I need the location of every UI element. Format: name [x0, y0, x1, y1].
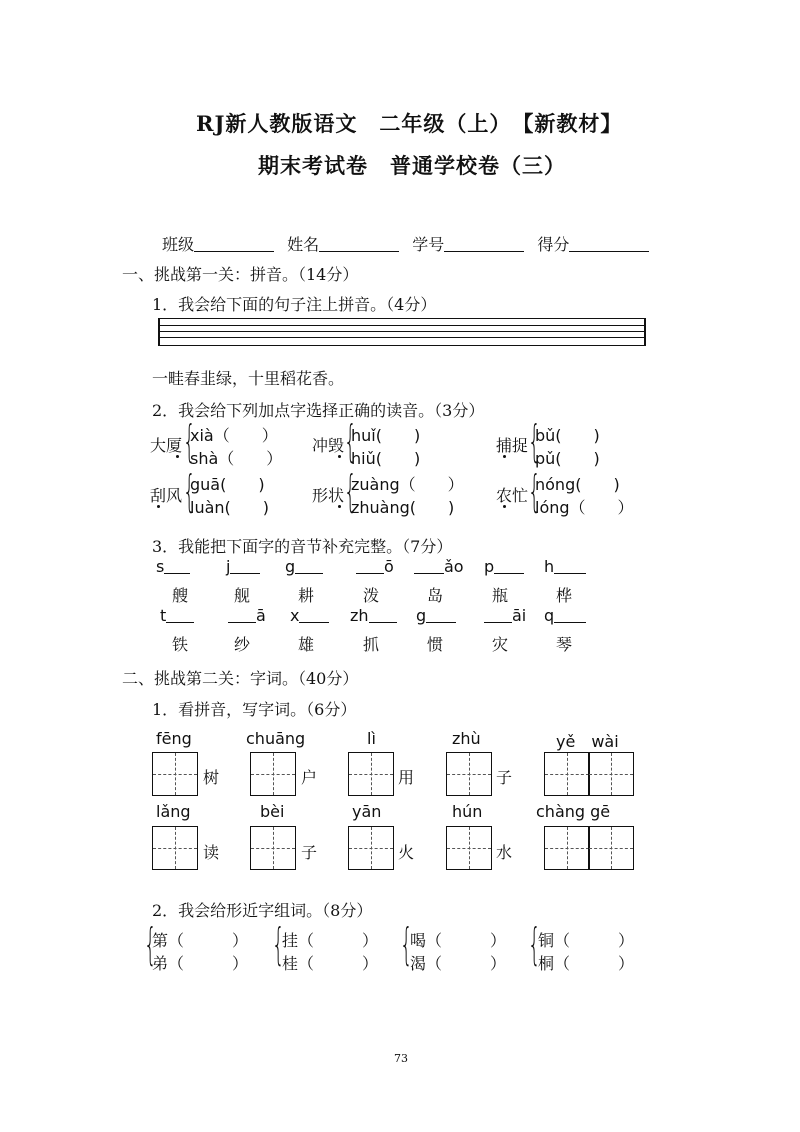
q2-option[interactable]: shà（ ）	[190, 449, 283, 468]
q2-option[interactable]: nóng( )	[535, 475, 620, 494]
brace-icon: {	[400, 919, 413, 970]
word-pinyin: zhù	[452, 729, 481, 748]
similar-char-item[interactable]: 第（ ）	[152, 931, 249, 950]
q3-char: 纱	[234, 635, 251, 654]
page-subtitle: 期末考试卷 普通学校卷（三）	[258, 153, 566, 178]
word-suffix: 火	[398, 843, 415, 862]
writing-box[interactable]	[152, 826, 198, 870]
word-pinyin: yān	[352, 802, 382, 821]
q3-char: 灾	[492, 635, 509, 654]
word-pinyin: lǎng	[156, 802, 191, 821]
number-blank[interactable]	[444, 235, 524, 252]
brace-icon: {	[272, 919, 285, 970]
syllable-blank[interactable]: ǎo	[414, 557, 464, 576]
word-pinyin: fēng	[156, 729, 192, 748]
brace-icon: {	[183, 416, 196, 467]
similar-char-item[interactable]: 桂（ ）	[282, 954, 379, 973]
writing-box[interactable]	[588, 752, 634, 796]
emphasis-dot	[338, 455, 341, 458]
writing-box[interactable]	[348, 752, 394, 796]
q2-option[interactable]: zhuàng( )	[351, 498, 455, 517]
page-title: RJ新人教版语文 二年级（上） 【新教材】	[196, 111, 623, 136]
q2-option[interactable]: lóng（ ）	[535, 498, 634, 517]
q3-char: 桦	[556, 586, 573, 605]
writing-box[interactable]	[152, 752, 198, 796]
q2-word-xingzhuang: 形状	[312, 486, 345, 505]
word-pinyin: chuāng	[246, 729, 306, 748]
similar-char-item[interactable]: 弟（ ）	[152, 954, 249, 973]
section1-heading: 一、挑战第一关：拼音。（14分）	[122, 265, 359, 284]
brace-icon: {	[344, 416, 357, 467]
s2-q2-prompt: 2．我会给形近字组词。（8分）	[152, 901, 373, 920]
number-label: 学号	[412, 235, 445, 254]
s1-q1-sentence: 一畦春韭绿，十里稻花香。	[152, 369, 345, 388]
s1-q3-prompt: 3．我能把下面字的音节补充完整。（7分）	[152, 537, 453, 556]
q2-word-guafeng: 刮风	[150, 486, 183, 505]
writing-box[interactable]	[446, 752, 492, 796]
q2-option[interactable]: luàn( )	[190, 498, 270, 517]
syllable-blank[interactable]: ā	[228, 606, 266, 625]
syllable-blank[interactable]: s	[156, 557, 190, 576]
word-pinyin: lì	[367, 729, 376, 748]
similar-char-item[interactable]: 铜（ ）	[538, 931, 635, 950]
q3-char: 铁	[172, 635, 189, 654]
q3-char: 瓶	[492, 586, 509, 605]
writing-box[interactable]	[250, 826, 296, 870]
similar-char-item[interactable]: 渴（ ）	[410, 954, 507, 973]
q2-option[interactable]: zuàng（ ）	[351, 475, 464, 494]
brace-icon: {	[528, 466, 541, 517]
q3-char: 抓	[363, 635, 380, 654]
q2-option[interactable]: guā( )	[190, 475, 265, 494]
q2-option[interactable]: huǐ( )	[351, 426, 421, 445]
word-suffix: 子	[496, 768, 513, 787]
emphasis-dot	[338, 505, 341, 508]
syllable-blank[interactable]: zh	[350, 606, 397, 625]
brace-icon: {	[528, 919, 541, 970]
writing-box[interactable]	[348, 826, 394, 870]
section2-heading: 二、挑战第二关：字词。（40分）	[122, 669, 359, 688]
q3-char: 琴	[556, 635, 573, 654]
syllable-blank[interactable]: x	[290, 606, 329, 625]
q3-char: 雄	[298, 635, 315, 654]
writing-box[interactable]	[250, 752, 296, 796]
word-suffix: 户	[301, 768, 318, 787]
emphasis-dot	[503, 505, 506, 508]
word-pinyin: hún	[452, 802, 483, 821]
word-suffix: 读	[203, 843, 220, 862]
syllable-blank[interactable]: t	[160, 606, 194, 625]
class-blank[interactable]	[194, 235, 274, 252]
syllable-blank[interactable]: g	[416, 606, 456, 625]
name-label: 姓名	[287, 235, 320, 254]
brace-icon: {	[344, 466, 357, 517]
q3-char: 惯	[427, 635, 444, 654]
syllable-blank[interactable]: p	[484, 557, 524, 576]
score-label: 得分	[537, 235, 570, 254]
word-pinyin: yě wài	[556, 732, 619, 751]
page-number: 73	[394, 1052, 408, 1065]
score-blank[interactable]	[569, 235, 649, 252]
q2-option[interactable]: xià（ ）	[190, 426, 278, 445]
q2-word-buzhuo: 捕捉	[496, 436, 529, 455]
similar-char-item[interactable]: 喝（ ）	[410, 931, 507, 950]
q3-char: 泼	[363, 586, 380, 605]
writing-box[interactable]	[544, 752, 590, 796]
word-pinyin: chàng gē	[536, 802, 611, 821]
syllable-blank[interactable]: j	[226, 557, 260, 576]
syllable-blank[interactable]: q	[544, 606, 586, 625]
student-info	[162, 232, 649, 255]
brace-icon: {	[528, 416, 541, 467]
q3-char: 艘	[172, 586, 189, 605]
word-suffix: 水	[496, 843, 513, 862]
writing-box[interactable]	[588, 826, 634, 870]
q3-char: 耕	[298, 586, 315, 605]
emphasis-dot	[503, 455, 506, 458]
emphasis-dot	[176, 455, 179, 458]
q3-char: 岛	[427, 586, 444, 605]
syllable-blank[interactable]: g	[285, 557, 323, 576]
writing-box[interactable]	[544, 826, 590, 870]
similar-char-item[interactable]: 桐（ ）	[538, 954, 635, 973]
q2-option[interactable]: pǔ( )	[535, 449, 600, 468]
q2-option[interactable]: hiǔ( )	[351, 449, 421, 468]
s1-q1-prompt: 1．我会给下面的句子注上拼音。（4分）	[152, 295, 437, 314]
q2-word-dasha: 大厦	[150, 436, 183, 455]
class-label: 班级	[162, 235, 195, 254]
word-pinyin: bèi	[260, 802, 285, 821]
syllable-blank[interactable]: āi	[484, 606, 526, 625]
q2-word-nongmang: 农忙	[496, 486, 529, 505]
writing-box[interactable]	[446, 826, 492, 870]
word-suffix: 子	[301, 843, 318, 862]
word-suffix: 树	[203, 768, 220, 787]
name-blank[interactable]	[319, 235, 399, 252]
brace-icon: {	[144, 919, 157, 970]
q3-char: 舰	[234, 586, 251, 605]
similar-char-item[interactable]: 挂（ ）	[282, 931, 379, 950]
syllable-blank[interactable]: h	[544, 557, 586, 576]
syllable-blank[interactable]: ō	[356, 557, 394, 576]
q2-word-chonghui: 冲毁	[312, 436, 345, 455]
word-suffix: 用	[398, 768, 415, 787]
q2-option[interactable]: bǔ( )	[535, 426, 600, 445]
pinyin-writing-lines[interactable]	[158, 318, 646, 346]
brace-icon: {	[183, 466, 196, 517]
s1-q2-prompt: 2．我会给下列加点字选择正确的读音。（3分）	[152, 401, 485, 420]
s2-q1-prompt: 1．看拼音，写字词。（6分）	[152, 700, 357, 719]
emphasis-dot	[157, 505, 160, 508]
